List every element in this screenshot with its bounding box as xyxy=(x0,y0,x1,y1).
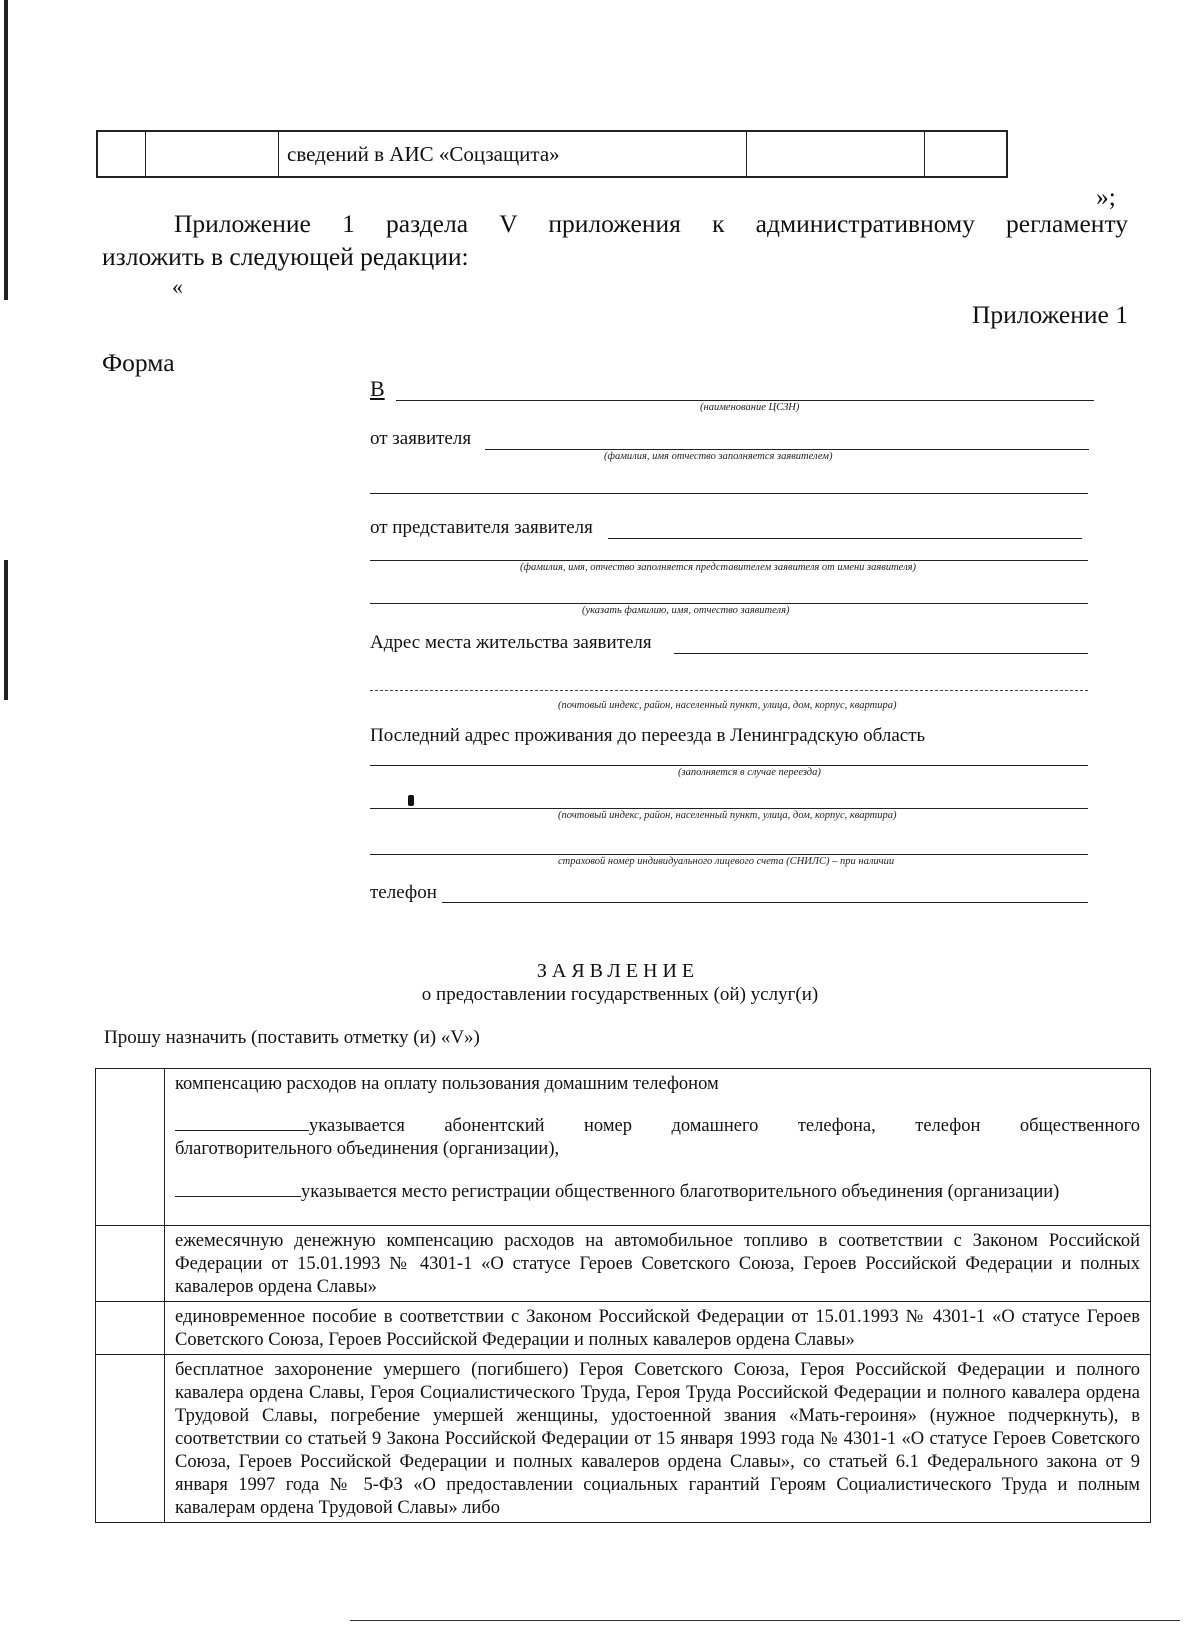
to-hint: (наименование ЦСЗН) xyxy=(700,402,800,413)
last-address-field-line-2[interactable] xyxy=(370,808,1088,809)
snils-hint: страховой номер индивидуального лицевого счета (СНИЛС) – при наличии xyxy=(558,856,895,867)
to-field-line[interactable] xyxy=(396,400,1094,401)
opening-quote: « xyxy=(172,274,183,299)
representative-label: от представителя заявителя xyxy=(370,517,593,538)
service-cell: бесплатное захоронение умершего (погибшего) Героя Советского Союза, Героя Российской Федерации и полного кавалера ордена Славы, Героя Социалистического Труда, Героя Труда Российской Федерации и полного кавалера ордена Трудовой Славы, погребение умершей женщины, удостоенной звания «Мать-героиня» (нужное подчеркнуть), в соответствии со статьей 9 Закона Российской Федерации от 15 января 1993 года № 4301-1 «О статусе Героев Советского Союза, Героев Российской Федерации и полных кавалеров ордена Славы», со статьей 6.1 Федерального закона от 9 января 1997 года № 5-ФЗ «О предоставлении социальных гарантий Героям Социалистического Труда и полным кавалерам ордена Трудовой Славы» либо xyxy=(165,1355,1151,1523)
appendix-label: Приложение 1 xyxy=(972,300,1128,329)
table-row xyxy=(96,1226,1151,1302)
phone-field-line[interactable] xyxy=(442,902,1088,903)
representative-hint: (фамилия, имя, отчество заполняется представителем заявителя от имени заявителя) xyxy=(520,562,917,573)
scan-margin-mark xyxy=(4,560,8,700)
table-cell-text: сведений в АИС «Соцзащита» xyxy=(279,132,747,176)
applicant-hint: (фамилия, имя отчество заполняется заявителем) xyxy=(604,451,833,462)
checkbox-cell[interactable] xyxy=(96,1302,165,1355)
services-table xyxy=(95,1068,1151,1523)
instruction-line-2: изложить в следующей редакции: xyxy=(102,242,469,271)
table-cell xyxy=(146,132,279,176)
registration-line xyxy=(175,1180,1140,1204)
applicant-label: от заявителя xyxy=(370,428,472,449)
table-row xyxy=(96,1069,1151,1226)
continued-table-row xyxy=(96,130,1008,178)
address-field-line[interactable] xyxy=(674,653,1088,654)
to-label: В xyxy=(370,376,385,401)
applicant-field-line[interactable] xyxy=(485,449,1089,450)
last-address-field-line[interactable] xyxy=(370,765,1088,766)
service-cell: ежемесячную денежную компенсацию расходов на автомобильное топливо в соответствии с Законом Российской Федерации от 15.01.1993 № 4301-1 «О статусе Героев Советского Союза, Героев Российской Федерации и полных кавалеров ордена Славы» xyxy=(165,1226,1151,1302)
service-cell: единовременное пособие в соответствии с Законом Российской Федерации от 15.01.1993 № 4301-1 «О статусе Героев Советского Союза, Героев Российской Федерации и полных кавалеров ордена Славы» xyxy=(165,1302,1151,1355)
applicant-name-hint: (указать фамилию, имя, отчество заявителя) xyxy=(582,605,790,616)
service-cell xyxy=(165,1069,1151,1226)
last-address-hint: (заполняется в случае переезда) xyxy=(678,767,821,778)
statement-subtitle: о предоставлении государственных (ой) услуг(и) xyxy=(421,984,819,1005)
last-address-label: Последний адрес проживания до переезда в Ленинградскую область xyxy=(370,725,926,746)
checkbox-cell[interactable] xyxy=(96,1226,165,1302)
representative-field-line-2[interactable] xyxy=(370,560,1088,561)
representative-field-line[interactable] xyxy=(608,538,1082,539)
ink-mark xyxy=(408,795,414,806)
last-address-hint-2: (почтовый индекс, район, населенный пункт, улица, дом, корпус, квартира) xyxy=(558,810,897,821)
checkbox-cell[interactable] xyxy=(96,1355,165,1523)
table-row xyxy=(96,1302,1151,1355)
applicant-field-line-2[interactable] xyxy=(370,493,1088,494)
instruction-line-1: Приложение 1 раздела V приложения к административному регламенту xyxy=(174,209,1128,238)
phone-number-blank[interactable] xyxy=(175,1114,309,1131)
request-text: Прошу назначить (поставить отметку (и) «V») xyxy=(104,1027,480,1048)
registration-hint: указывается место регистрации общественного благотворительного объединения (организации) xyxy=(301,1182,1060,1202)
registration-blank[interactable] xyxy=(175,1180,301,1197)
snils-field-line[interactable] xyxy=(370,854,1088,855)
service-title: компенсацию расходов на оплату пользования домашним телефоном xyxy=(175,1074,719,1094)
phone-number-hint: указывается абонентский номер домашнего телефона, телефон общественного xyxy=(309,1116,1140,1136)
address-hint: (почтовый индекс, район, населенный пункт, улица, дом, корпус, квартира) xyxy=(558,700,897,711)
applicant-name-field-line[interactable] xyxy=(370,603,1088,604)
phone-number-hint-continued: благотворительного объединения (организации), xyxy=(175,1139,560,1159)
table-cell xyxy=(747,132,925,176)
scan-margin-mark xyxy=(4,0,8,300)
form-label: Форма xyxy=(102,348,175,377)
table-row xyxy=(96,1355,1151,1523)
scan-edge-line xyxy=(350,1620,1180,1621)
table-cell xyxy=(98,132,146,176)
closing-quote: »; xyxy=(1096,182,1116,211)
phone-label: телефон xyxy=(370,882,437,903)
checkbox-cell[interactable] xyxy=(96,1069,165,1226)
address-label: Адрес места жительства заявителя xyxy=(370,632,652,653)
address-field-line-2[interactable] xyxy=(370,690,1088,691)
statement-title: ЗАЯВЛЕНИЕ xyxy=(536,960,700,982)
phone-number-line xyxy=(175,1114,1140,1138)
table-cell xyxy=(925,132,1006,176)
